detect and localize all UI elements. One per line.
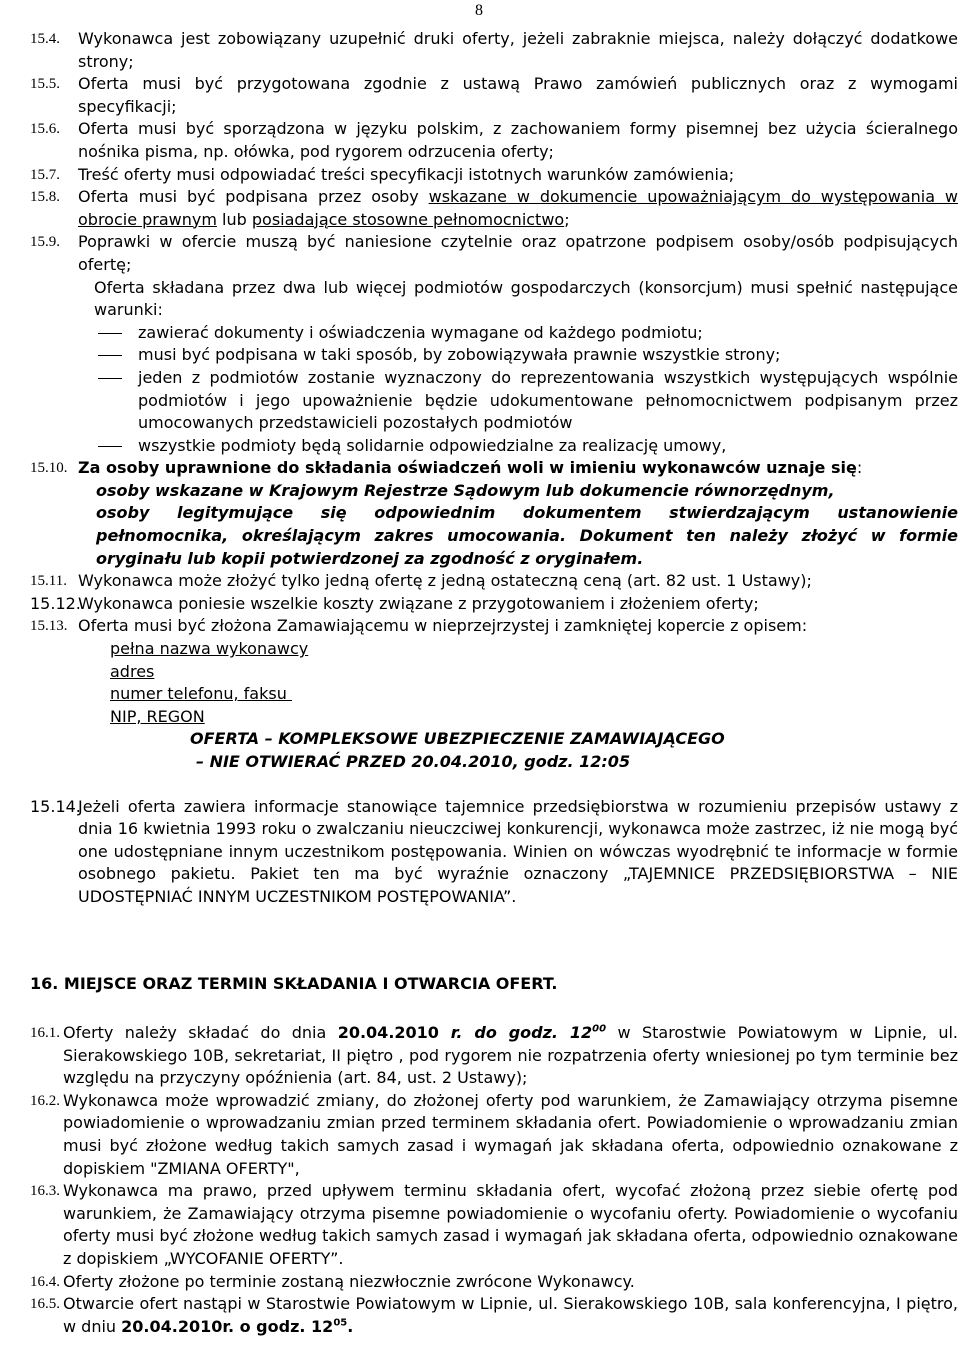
item-number: 15.7. [30, 166, 60, 183]
deadline-time: r. do godz. 12 [438, 1023, 593, 1042]
item-15-7 [30, 164, 958, 187]
item-15-9 [30, 231, 958, 276]
item-number: 16.1. [30, 1025, 60, 1041]
item-text: Oferty należy składać do dnia [63, 1023, 338, 1042]
item-text: Oferta musi być sporządzona w języku polskim, z zachowaniem formy pisemnej bez użycia ścieralnego nośnika pisma, np. ołówka, pod rygorem odrzucenia oferty; [78, 119, 958, 161]
item-number: 16.3. [30, 1183, 60, 1200]
envelope-line-text: numer telefonu, faksu [110, 684, 292, 704]
item-15-6 [30, 118, 958, 163]
authorized-persons-2: osoby legitymujące się odpowiednim dokumentem stwierdzającym ustanowienie pełnomocnika, określającym zakres umocowania. Dokument ten należy złożyć w formie oryginału lub kopii potwierdzonej za zgodność z oryginałem. [96, 503, 958, 568]
item-16-3 [30, 1180, 958, 1270]
item-16-5 [30, 1293, 958, 1338]
item-15-12 [30, 593, 958, 616]
offer-note: – NIE OTWIERAĆ PRZED 20.04.2010, godz. 12:05 [196, 752, 631, 771]
item-text: ; [564, 209, 570, 229]
item-text: . [347, 1316, 354, 1336]
item-15-5 [30, 73, 958, 118]
item-lead: Za osoby uprawnione do składania oświadczeń woli w imieniu wykonawców uznaje się [78, 458, 857, 478]
item-number: 15.13. [30, 618, 68, 635]
item-number: 15.12. [30, 593, 81, 613]
item-16-4 [30, 1271, 958, 1294]
item-15-8 [30, 186, 958, 231]
opening-minutes: 05 [333, 1317, 348, 1329]
item-number: 15.5. [30, 76, 60, 93]
item-text: Oferty złożone po terminie zostaną niezwłocznie zwrócone Wykonawcy. [63, 1271, 635, 1291]
item-15-14 [30, 796, 958, 909]
underlined-text: posiadające stosowne pełnomocnictwo [251, 209, 565, 229]
opening-date: 20.04.2010r. o godz. 12 [121, 1316, 334, 1336]
spacer [30, 774, 958, 796]
envelope-line-text: adres [110, 661, 155, 681]
item-15-11 [30, 570, 958, 593]
document-body [30, 28, 958, 909]
item-15-13 [30, 615, 958, 638]
item-number: 16.2. [30, 1092, 60, 1109]
item-text: lub [216, 209, 252, 229]
envelope-line [30, 706, 958, 729]
item-text: Wykonawca jest zobowiązany uzupełnić druki oferty, jeżeli zabraknie miejsca, należy dołączyć dodatkowe strony; [78, 29, 958, 71]
authorized-persons-1: osoby wskazane w Krajowym Rejestrze Sądowym lub dokumencie równorzędnym, [96, 480, 835, 500]
consortium-condition: jeden z podmiotów zostanie wyznaczony do reprezentowania wszystkich występujących wspólnie podmiotów i jego upoważnienie będzie udokumentowane pełnomocnictwem podpisanym przez umocowanych przedstawicieli pozostałych podmiotów [30, 367, 958, 435]
item-text: Wykonawca może złożyć tylko jedną ofertę z jedną ostateczną ceną (art. 82 ust. 1 Ustawy); [78, 571, 812, 591]
item-16-2 [30, 1090, 958, 1180]
item-16-1 [30, 1022, 958, 1090]
consortium-condition: musi być podpisana w taki sposób, by zobowiązywała prawnie wszystkie strony; [30, 344, 958, 367]
item-text: Wykonawca ma prawo, przed upływem terminu składania ofert, wycofać złożoną przez siebie ofertę pod warunkiem, że Zamawiający otrzyma pisemne powiadomienie o wycofaniu oferty. Powiadomienie o wycofaniu oferty musi być złożone według takich samych zasad i wymagań jak składana oferta, odpowiednio oznakowane z dopiskiem „WYCOFANIE OFERTY”. [63, 1181, 958, 1268]
item-number: 15.9. [30, 234, 60, 251]
item-15-10 [30, 457, 958, 480]
item-text: Treść oferty musi odpowiadać treści specyfikacji istotnych warunków zamówienia; [78, 164, 735, 184]
item-text: Jeżeli oferta zawiera informacje stanowiące tajemnice przedsiębiorstwa w rozumieniu przepisów ustawy z dnia 16 kwietnia 1993 roku o zwalczaniu nieuczciwej konkurencji, wykonawca może zastrzec, iż nie mogą być one udostępniane innym uczestnikom postępowania. Winien on wówczas wyodrębnić te informacje w formie osobnego pakietu. Pakiet ten ma być wyraźnie oznaczony „TAJEMNICE PRZEDSIĘBIORSTWA – NIE UDOSTĘPNIAĆ INNYM UCZESTNIKOM POSTĘPOWANIA”. [78, 796, 958, 906]
item-text: Oferta musi być podpisana przez osoby [78, 187, 429, 207]
offer-title: OFERTA – KOMPLEKSOWE UBEZPIECZENIE ZAMAWIAJĄCEGO [190, 729, 725, 749]
item-15-4 [30, 28, 958, 73]
envelope-line [30, 683, 958, 706]
item-number: 15.8. [30, 189, 60, 206]
consortium-intro: Oferta składana przez dwa lub więcej podmiotów gospodarczych (konsorcjum) musi spełnić następujące warunki: [94, 277, 958, 320]
item-text: Wykonawca poniesie wszelkie koszty związane z przygotowaniem i złożeniem oferty; [78, 593, 759, 613]
item-number: 15.4. [30, 31, 60, 47]
envelope-line [30, 638, 958, 661]
item-number: 15.6. [30, 121, 60, 138]
envelope-line-text: NIP, REGON [110, 706, 205, 726]
deadline-date: 20.04.2010 [337, 1023, 439, 1042]
item-text: Otwarcie ofert nastąpi w Starostwie Powiatowym w Lipnie, ul. Sierakowskiego 10B, sala konferencyjna, I piętro, w dniu [63, 1294, 958, 1336]
envelope-line-text: pełna nazwa wykonawcy [110, 639, 309, 659]
item-text: Oferta musi być złożona Zamawiającemu w nieprzejrzystej i zamkniętej kopercie z opisem: [78, 616, 808, 636]
item-text: : [856, 458, 863, 478]
deadline-minutes: 00 [592, 1023, 607, 1035]
item-text: w Starostwie Powiatowym w Lipnie, ul. Sierakowskiego 10B, sekretariat, II piętro , pod rygorem nie rozpatrzenia oferty wniesionej po tym terminie bez względu na przyczyny opóźnienia (art. 84, ust. 2 Ustawy); [63, 1023, 959, 1088]
page-number: 8 [475, 2, 483, 19]
item-number: 16.5. [30, 1296, 60, 1313]
underlined-text: wskazane w dokumencie upoważniającym do występowania w obrocie prawnym [78, 187, 958, 229]
item-number: 16.4. [30, 1273, 60, 1290]
consortium-condition: zawierać dokumenty i oświadczenia wymagane od każdego podmiotu; [30, 322, 958, 345]
item-number: 15.11. [30, 573, 67, 590]
item-number: 15.10. [30, 460, 68, 477]
section-16-heading: 16. MIEJSCE ORAZ TERMIN SKŁADANIA I OTWARCIA OFERT. [30, 974, 558, 993]
item-text: Oferta musi być przygotowana zgodnie z ustawą Prawo zamówień publicznych oraz z wymogami specyfikacji; [78, 74, 958, 116]
item-text: Wykonawca może wprowadzić zmiany, do złożonej oferty pod warunkiem, że Zamawiający otrzyma pisemne powiadomienie o wprowadzaniu zmian przed terminem składania ofert. Powiadomienie o wprowadzaniu zmian musi być złożone według takich samych zasad i wymagań jak składana oferta, odpowiednio oznakowane z dopiskiem "ZMIANA OFERTY", [63, 1090, 958, 1178]
item-text: Poprawki w ofercie muszą być naniesione czytelnie oraz opatrzone podpisem osoby/osób podpisujących ofertę; [78, 232, 958, 274]
item-number: 15.14. [30, 796, 81, 816]
envelope-line [30, 661, 958, 684]
section-16-body [30, 1022, 958, 1338]
consortium-condition: wszystkie podmioty będą solidarnie odpowiedzialne za realizację umowy, [30, 435, 958, 458]
